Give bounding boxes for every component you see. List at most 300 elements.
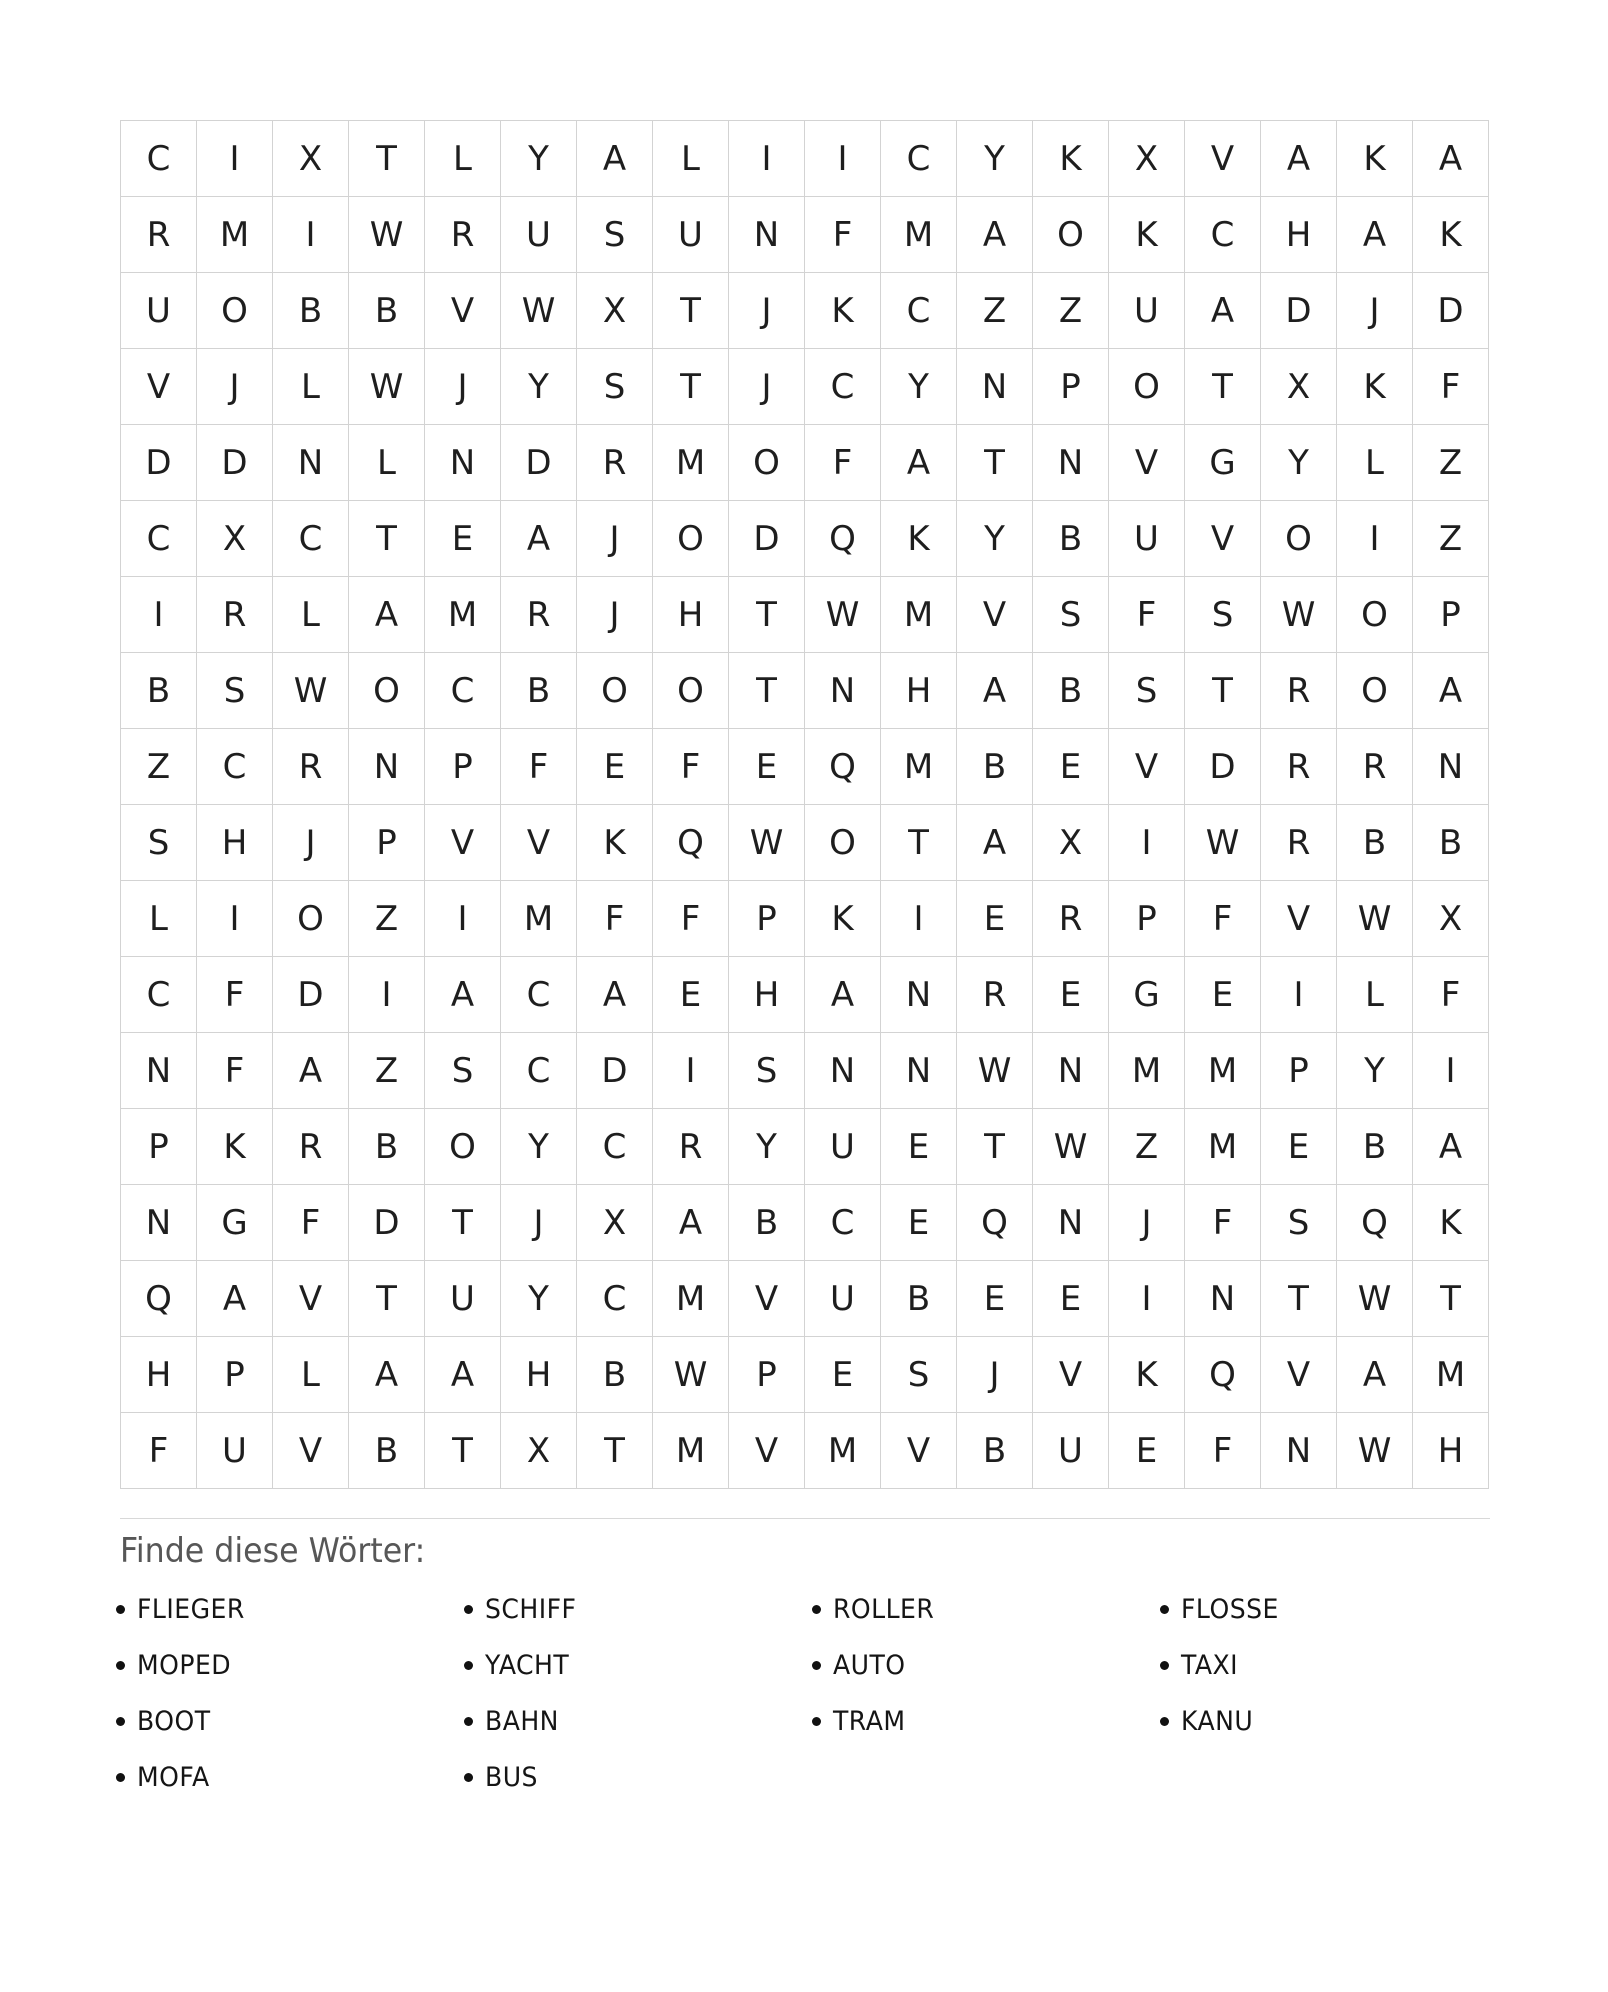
grid-cell[interactable]: X (577, 1185, 653, 1261)
grid-cell[interactable]: K (1337, 349, 1413, 425)
grid-cell[interactable]: V (1185, 501, 1261, 577)
grid-cell[interactable]: A (577, 957, 653, 1033)
grid-cell[interactable]: R (501, 577, 577, 653)
grid-cell[interactable]: F (1185, 1413, 1261, 1489)
grid-cell[interactable]: N (1033, 1185, 1109, 1261)
grid-cell[interactable]: A (1337, 197, 1413, 273)
grid-cell[interactable]: K (1337, 121, 1413, 197)
grid-cell[interactable]: I (121, 577, 197, 653)
grid-cell[interactable]: A (1337, 1337, 1413, 1413)
grid-cell[interactable]: A (1261, 121, 1337, 197)
grid-cell[interactable]: K (197, 1109, 273, 1185)
grid-cell[interactable]: V (1109, 729, 1185, 805)
grid-cell[interactable]: O (425, 1109, 501, 1185)
grid-cell[interactable]: I (197, 121, 273, 197)
grid-cell[interactable]: L (273, 1337, 349, 1413)
grid-cell[interactable]: R (273, 1109, 349, 1185)
grid-cell[interactable]: D (349, 1185, 425, 1261)
grid-cell[interactable]: A (1185, 273, 1261, 349)
grid-cell[interactable]: C (501, 957, 577, 1033)
grid-cell[interactable]: J (273, 805, 349, 881)
grid-cell[interactable]: P (1413, 577, 1489, 653)
grid-cell[interactable]: N (729, 197, 805, 273)
grid-cell[interactable]: V (729, 1413, 805, 1489)
grid-cell[interactable]: J (577, 501, 653, 577)
grid-cell[interactable]: R (577, 425, 653, 501)
grid-cell[interactable]: E (881, 1109, 957, 1185)
grid-cell[interactable]: E (1033, 957, 1109, 1033)
grid-cell[interactable]: U (805, 1261, 881, 1337)
grid-cell[interactable]: U (1109, 273, 1185, 349)
grid-cell[interactable]: H (197, 805, 273, 881)
grid-cell[interactable]: J (1337, 273, 1413, 349)
grid-cell[interactable]: D (1413, 273, 1489, 349)
grid-cell[interactable]: K (881, 501, 957, 577)
grid-cell[interactable]: S (197, 653, 273, 729)
grid-cell[interactable]: W (957, 1033, 1033, 1109)
grid-cell[interactable]: T (349, 1261, 425, 1337)
grid-cell[interactable]: U (653, 197, 729, 273)
grid-cell[interactable]: T (957, 1109, 1033, 1185)
grid-cell[interactable]: F (577, 881, 653, 957)
grid-cell[interactable]: U (501, 197, 577, 273)
grid-cell[interactable]: R (653, 1109, 729, 1185)
grid-cell[interactable]: B (957, 1413, 1033, 1489)
grid-cell[interactable]: L (273, 349, 349, 425)
grid-cell[interactable]: L (1337, 957, 1413, 1033)
grid-cell[interactable]: T (729, 653, 805, 729)
grid-cell[interactable]: F (1185, 1185, 1261, 1261)
grid-cell[interactable]: J (197, 349, 273, 425)
grid-cell[interactable]: F (197, 1033, 273, 1109)
grid-cell[interactable]: M (881, 197, 957, 273)
grid-cell[interactable]: K (577, 805, 653, 881)
grid-cell[interactable]: Y (729, 1109, 805, 1185)
grid-cell[interactable]: T (577, 1413, 653, 1489)
grid-cell[interactable]: N (805, 1033, 881, 1109)
grid-cell[interactable]: D (1185, 729, 1261, 805)
grid-cell[interactable]: L (425, 121, 501, 197)
grid-cell[interactable]: M (653, 425, 729, 501)
grid-cell[interactable]: E (805, 1337, 881, 1413)
grid-cell[interactable]: A (1413, 121, 1489, 197)
grid-cell[interactable]: Q (805, 729, 881, 805)
grid-cell[interactable]: F (1413, 957, 1489, 1033)
grid-cell[interactable]: T (1185, 653, 1261, 729)
grid-cell[interactable]: T (957, 425, 1033, 501)
grid-cell[interactable]: R (1261, 805, 1337, 881)
grid-cell[interactable]: A (805, 957, 881, 1033)
grid-cell[interactable]: F (121, 1413, 197, 1489)
grid-cell[interactable]: P (729, 1337, 805, 1413)
grid-cell[interactable]: I (425, 881, 501, 957)
grid-cell[interactable]: C (577, 1109, 653, 1185)
grid-cell[interactable]: L (653, 121, 729, 197)
grid-cell[interactable]: O (197, 273, 273, 349)
grid-cell[interactable]: T (653, 349, 729, 425)
grid-cell[interactable]: U (197, 1413, 273, 1489)
grid-cell[interactable]: B (957, 729, 1033, 805)
grid-cell[interactable]: R (197, 577, 273, 653)
grid-cell[interactable]: L (1337, 425, 1413, 501)
grid-cell[interactable]: O (577, 653, 653, 729)
grid-cell[interactable]: H (121, 1337, 197, 1413)
grid-cell[interactable]: I (349, 957, 425, 1033)
grid-cell[interactable]: G (1185, 425, 1261, 501)
grid-cell[interactable]: V (1033, 1337, 1109, 1413)
grid-cell[interactable]: F (1185, 881, 1261, 957)
grid-cell[interactable]: L (349, 425, 425, 501)
grid-cell[interactable]: F (1109, 577, 1185, 653)
grid-cell[interactable]: C (197, 729, 273, 805)
grid-cell[interactable]: W (1185, 805, 1261, 881)
grid-cell[interactable]: X (1033, 805, 1109, 881)
grid-cell[interactable]: K (1413, 1185, 1489, 1261)
grid-cell[interactable]: O (1337, 577, 1413, 653)
grid-cell[interactable]: E (957, 881, 1033, 957)
grid-cell[interactable]: Q (1185, 1337, 1261, 1413)
grid-cell[interactable]: B (273, 273, 349, 349)
grid-cell[interactable]: U (425, 1261, 501, 1337)
grid-cell[interactable]: C (881, 121, 957, 197)
grid-cell[interactable]: M (881, 577, 957, 653)
grid-cell[interactable]: N (1185, 1261, 1261, 1337)
grid-cell[interactable]: I (653, 1033, 729, 1109)
grid-cell[interactable]: F (805, 197, 881, 273)
grid-cell[interactable]: Q (653, 805, 729, 881)
grid-cell[interactable]: V (425, 273, 501, 349)
grid-cell[interactable]: F (1413, 349, 1489, 425)
grid-cell[interactable]: Z (957, 273, 1033, 349)
grid-cell[interactable]: E (1033, 1261, 1109, 1337)
grid-cell[interactable]: F (805, 425, 881, 501)
grid-cell[interactable]: V (729, 1261, 805, 1337)
grid-cell[interactable]: A (577, 121, 653, 197)
grid-cell[interactable]: W (1337, 1261, 1413, 1337)
grid-cell[interactable]: A (881, 425, 957, 501)
grid-cell[interactable]: I (729, 121, 805, 197)
grid-cell[interactable]: F (653, 881, 729, 957)
grid-cell[interactable]: X (273, 121, 349, 197)
grid-cell[interactable]: T (1261, 1261, 1337, 1337)
grid-cell[interactable]: Q (957, 1185, 1033, 1261)
grid-cell[interactable]: V (1261, 881, 1337, 957)
grid-cell[interactable]: H (653, 577, 729, 653)
grid-cell[interactable]: I (1109, 805, 1185, 881)
grid-cell[interactable]: L (121, 881, 197, 957)
grid-cell[interactable]: V (881, 1413, 957, 1489)
grid-cell[interactable]: T (425, 1413, 501, 1489)
grid-cell[interactable]: M (881, 729, 957, 805)
grid-cell[interactable]: W (653, 1337, 729, 1413)
grid-cell[interactable]: D (577, 1033, 653, 1109)
grid-cell[interactable]: S (1109, 653, 1185, 729)
grid-cell[interactable]: A (501, 501, 577, 577)
grid-cell[interactable]: E (1261, 1109, 1337, 1185)
grid-cell[interactable]: Q (121, 1261, 197, 1337)
grid-cell[interactable]: U (121, 273, 197, 349)
grid-cell[interactable]: T (729, 577, 805, 653)
grid-cell[interactable]: A (349, 577, 425, 653)
grid-cell[interactable]: W (501, 273, 577, 349)
grid-cell[interactable]: H (501, 1337, 577, 1413)
grid-cell[interactable]: A (197, 1261, 273, 1337)
grid-cell[interactable]: O (729, 425, 805, 501)
grid-cell[interactable]: B (1033, 653, 1109, 729)
grid-cell[interactable]: M (1185, 1109, 1261, 1185)
grid-cell[interactable]: Z (121, 729, 197, 805)
grid-cell[interactable]: B (1033, 501, 1109, 577)
grid-cell[interactable]: T (1413, 1261, 1489, 1337)
grid-cell[interactable]: O (1033, 197, 1109, 273)
grid-cell[interactable]: T (881, 805, 957, 881)
grid-cell[interactable]: O (1337, 653, 1413, 729)
grid-cell[interactable]: Z (1413, 425, 1489, 501)
grid-cell[interactable]: Z (1033, 273, 1109, 349)
grid-cell[interactable]: Z (349, 881, 425, 957)
grid-cell[interactable]: Q (805, 501, 881, 577)
wordsearch-grid[interactable] (120, 120, 1489, 1489)
grid-cell[interactable]: I (881, 881, 957, 957)
grid-cell[interactable]: M (197, 197, 273, 273)
grid-cell[interactable]: Y (1337, 1033, 1413, 1109)
grid-cell[interactable]: N (1033, 425, 1109, 501)
grid-cell[interactable]: B (349, 1109, 425, 1185)
grid-cell[interactable]: V (1109, 425, 1185, 501)
grid-cell[interactable]: N (121, 1033, 197, 1109)
grid-cell[interactable]: C (805, 1185, 881, 1261)
grid-cell[interactable]: S (425, 1033, 501, 1109)
grid-cell[interactable]: I (1337, 501, 1413, 577)
grid-cell[interactable]: T (349, 121, 425, 197)
grid-cell[interactable]: J (729, 349, 805, 425)
grid-cell[interactable]: I (273, 197, 349, 273)
grid-cell[interactable]: O (653, 653, 729, 729)
grid-cell[interactable]: E (425, 501, 501, 577)
grid-cell[interactable]: C (881, 273, 957, 349)
grid-cell[interactable]: B (729, 1185, 805, 1261)
grid-cell[interactable]: I (197, 881, 273, 957)
grid-cell[interactable]: B (1337, 1109, 1413, 1185)
grid-cell[interactable]: G (1109, 957, 1185, 1033)
grid-cell[interactable]: V (501, 805, 577, 881)
grid-cell[interactable]: R (1261, 653, 1337, 729)
grid-cell[interactable]: U (1033, 1413, 1109, 1489)
grid-cell[interactable]: Y (957, 121, 1033, 197)
grid-cell[interactable]: J (729, 273, 805, 349)
grid-cell[interactable]: U (805, 1109, 881, 1185)
grid-cell[interactable]: F (197, 957, 273, 1033)
grid-cell[interactable]: R (273, 729, 349, 805)
grid-cell[interactable]: Y (1261, 425, 1337, 501)
grid-cell[interactable]: H (1261, 197, 1337, 273)
grid-cell[interactable]: B (577, 1337, 653, 1413)
grid-cell[interactable]: E (577, 729, 653, 805)
grid-cell[interactable]: B (1413, 805, 1489, 881)
grid-cell[interactable]: R (1337, 729, 1413, 805)
grid-cell[interactable]: M (653, 1413, 729, 1489)
grid-cell[interactable]: N (1261, 1413, 1337, 1489)
grid-cell[interactable]: W (729, 805, 805, 881)
grid-cell[interactable]: B (501, 653, 577, 729)
grid-cell[interactable]: W (349, 349, 425, 425)
grid-cell[interactable]: C (501, 1033, 577, 1109)
grid-cell[interactable]: Y (501, 121, 577, 197)
grid-cell[interactable]: E (1033, 729, 1109, 805)
grid-cell[interactable]: A (1413, 653, 1489, 729)
grid-cell[interactable]: H (1413, 1413, 1489, 1489)
grid-cell[interactable]: W (1337, 1413, 1413, 1489)
grid-cell[interactable]: O (273, 881, 349, 957)
grid-cell[interactable]: A (273, 1033, 349, 1109)
grid-cell[interactable]: E (1185, 957, 1261, 1033)
grid-cell[interactable]: V (425, 805, 501, 881)
grid-cell[interactable]: A (349, 1337, 425, 1413)
grid-cell[interactable]: O (1261, 501, 1337, 577)
grid-cell[interactable]: K (1413, 197, 1489, 273)
grid-cell[interactable]: V (273, 1413, 349, 1489)
grid-cell[interactable]: Y (501, 349, 577, 425)
grid-cell[interactable]: B (349, 273, 425, 349)
grid-cell[interactable]: K (1109, 197, 1185, 273)
grid-cell[interactable]: D (121, 425, 197, 501)
grid-cell[interactable]: S (1185, 577, 1261, 653)
grid-cell[interactable]: I (1413, 1033, 1489, 1109)
grid-cell[interactable]: T (1185, 349, 1261, 425)
grid-cell[interactable]: R (121, 197, 197, 273)
grid-cell[interactable]: X (501, 1413, 577, 1489)
grid-cell[interactable]: N (881, 1033, 957, 1109)
grid-cell[interactable]: I (1261, 957, 1337, 1033)
grid-cell[interactable]: I (805, 121, 881, 197)
grid-cell[interactable]: N (425, 425, 501, 501)
grid-cell[interactable]: S (1033, 577, 1109, 653)
grid-cell[interactable]: O (805, 805, 881, 881)
grid-cell[interactable]: B (881, 1261, 957, 1337)
grid-cell[interactable]: J (1109, 1185, 1185, 1261)
grid-cell[interactable]: B (349, 1413, 425, 1489)
grid-cell[interactable]: K (1109, 1337, 1185, 1413)
grid-cell[interactable]: P (729, 881, 805, 957)
grid-cell[interactable]: C (577, 1261, 653, 1337)
grid-cell[interactable]: C (805, 349, 881, 425)
grid-cell[interactable]: T (349, 501, 425, 577)
grid-cell[interactable]: Z (1109, 1109, 1185, 1185)
grid-cell[interactable]: C (425, 653, 501, 729)
grid-cell[interactable]: F (273, 1185, 349, 1261)
grid-cell[interactable]: A (653, 1185, 729, 1261)
grid-cell[interactable]: N (881, 957, 957, 1033)
grid-cell[interactable]: N (349, 729, 425, 805)
grid-cell[interactable]: E (653, 957, 729, 1033)
grid-cell[interactable]: P (121, 1109, 197, 1185)
grid-cell[interactable]: I (1109, 1261, 1185, 1337)
grid-cell[interactable]: Z (1413, 501, 1489, 577)
grid-cell[interactable]: D (501, 425, 577, 501)
grid-cell[interactable]: W (1337, 881, 1413, 957)
grid-cell[interactable]: O (653, 501, 729, 577)
grid-cell[interactable]: N (1033, 1033, 1109, 1109)
grid-cell[interactable]: Y (881, 349, 957, 425)
grid-cell[interactable]: C (121, 121, 197, 197)
grid-cell[interactable]: M (501, 881, 577, 957)
grid-cell[interactable]: U (1109, 501, 1185, 577)
grid-cell[interactable]: Y (501, 1261, 577, 1337)
grid-cell[interactable]: V (121, 349, 197, 425)
grid-cell[interactable]: H (881, 653, 957, 729)
grid-cell[interactable]: M (1109, 1033, 1185, 1109)
grid-cell[interactable]: N (273, 425, 349, 501)
grid-cell[interactable]: P (1109, 881, 1185, 957)
grid-cell[interactable]: P (1033, 349, 1109, 425)
grid-cell[interactable]: T (653, 273, 729, 349)
grid-cell[interactable]: X (1109, 121, 1185, 197)
grid-cell[interactable]: A (425, 1337, 501, 1413)
grid-cell[interactable]: E (957, 1261, 1033, 1337)
grid-cell[interactable]: M (425, 577, 501, 653)
grid-cell[interactable]: A (425, 957, 501, 1033)
grid-cell[interactable]: S (577, 349, 653, 425)
grid-cell[interactable]: V (957, 577, 1033, 653)
grid-cell[interactable]: D (273, 957, 349, 1033)
grid-cell[interactable]: C (1185, 197, 1261, 273)
grid-cell[interactable]: R (1261, 729, 1337, 805)
grid-cell[interactable]: Y (957, 501, 1033, 577)
grid-cell[interactable]: A (957, 197, 1033, 273)
grid-cell[interactable]: O (1109, 349, 1185, 425)
grid-cell[interactable]: R (425, 197, 501, 273)
grid-cell[interactable]: B (1337, 805, 1413, 881)
grid-cell[interactable]: G (197, 1185, 273, 1261)
grid-cell[interactable]: C (273, 501, 349, 577)
grid-cell[interactable]: S (121, 805, 197, 881)
grid-cell[interactable]: X (197, 501, 273, 577)
grid-cell[interactable]: R (957, 957, 1033, 1033)
grid-cell[interactable]: S (729, 1033, 805, 1109)
grid-cell[interactable]: V (1185, 121, 1261, 197)
grid-cell[interactable]: D (1261, 273, 1337, 349)
grid-cell[interactable]: W (1261, 577, 1337, 653)
grid-cell[interactable]: P (349, 805, 425, 881)
grid-cell[interactable]: W (349, 197, 425, 273)
grid-cell[interactable]: L (273, 577, 349, 653)
grid-cell[interactable]: P (1261, 1033, 1337, 1109)
grid-cell[interactable]: C (121, 957, 197, 1033)
grid-cell[interactable]: A (957, 805, 1033, 881)
grid-cell[interactable]: V (273, 1261, 349, 1337)
grid-cell[interactable]: K (805, 273, 881, 349)
grid-cell[interactable]: V (1261, 1337, 1337, 1413)
grid-cell[interactable]: Z (349, 1033, 425, 1109)
grid-cell[interactable]: P (197, 1337, 273, 1413)
grid-cell[interactable]: K (805, 881, 881, 957)
grid-cell[interactable]: B (121, 653, 197, 729)
grid-cell[interactable]: D (197, 425, 273, 501)
grid-cell[interactable]: J (501, 1185, 577, 1261)
grid-cell[interactable]: N (1413, 729, 1489, 805)
grid-cell[interactable]: H (729, 957, 805, 1033)
grid-cell[interactable]: E (881, 1185, 957, 1261)
grid-cell[interactable]: T (425, 1185, 501, 1261)
grid-cell[interactable]: S (577, 197, 653, 273)
grid-cell[interactable]: N (121, 1185, 197, 1261)
grid-cell[interactable]: W (273, 653, 349, 729)
grid-cell[interactable]: N (957, 349, 1033, 425)
grid-cell[interactable]: W (805, 577, 881, 653)
grid-cell[interactable]: E (1109, 1413, 1185, 1489)
grid-cell[interactable]: M (653, 1261, 729, 1337)
grid-cell[interactable]: F (501, 729, 577, 805)
